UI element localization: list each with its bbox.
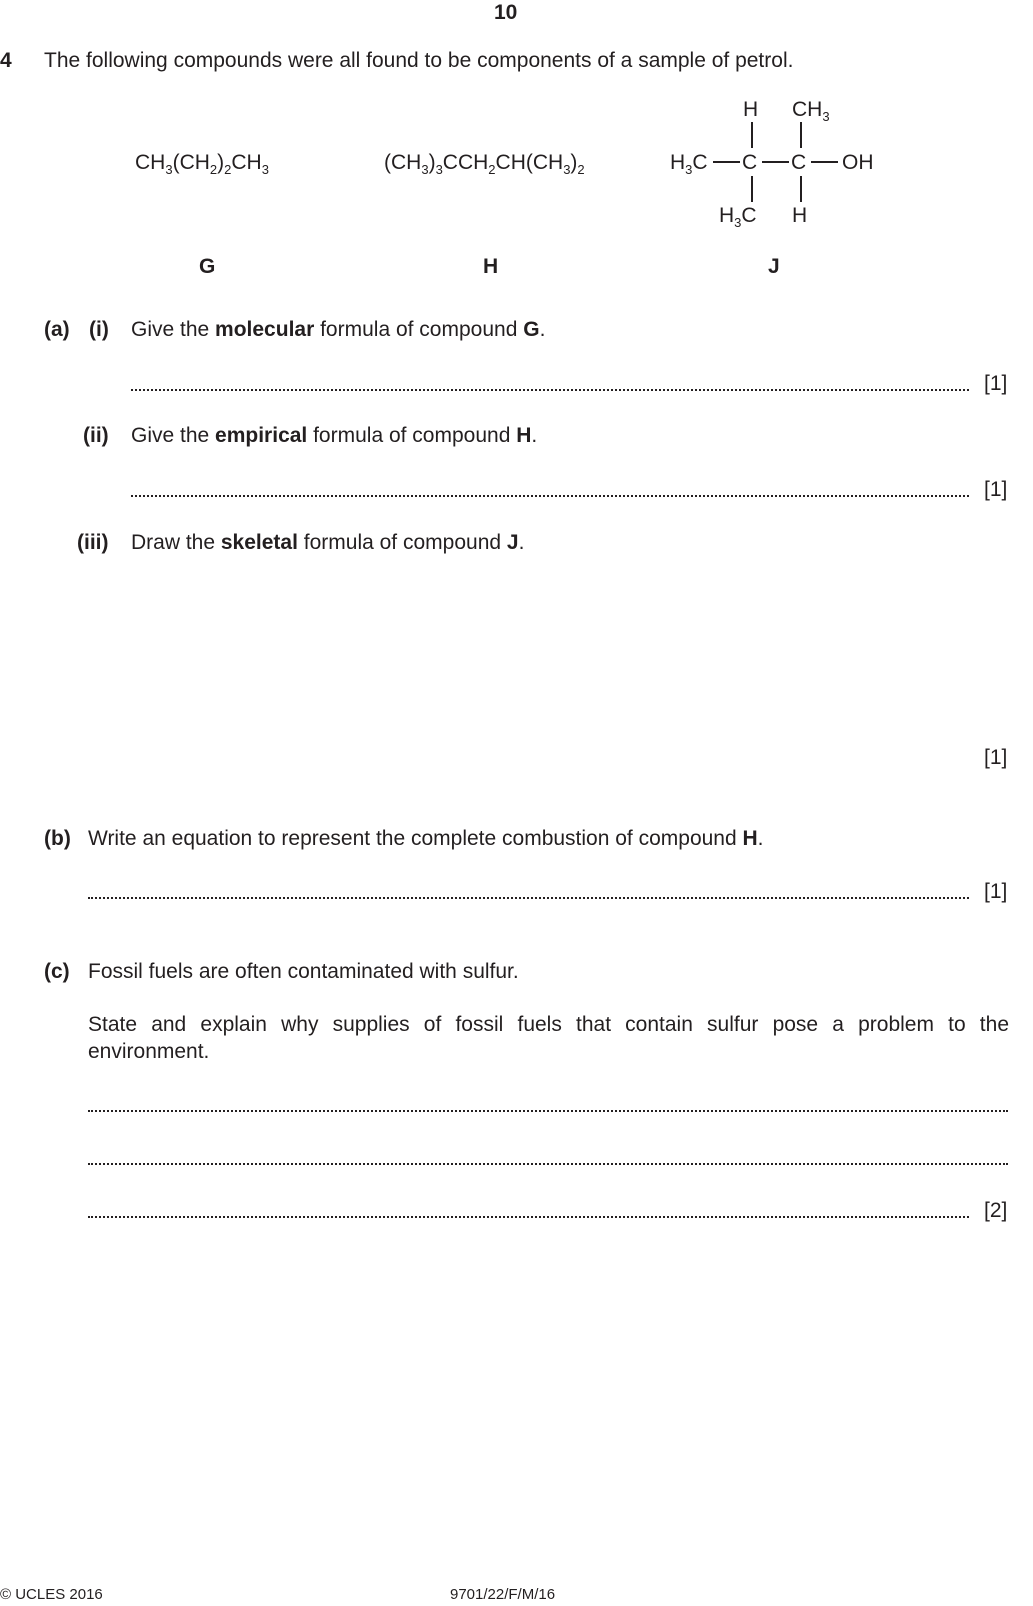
compound-j-label: J [768,255,780,278]
part-c-statement: Fossil fuels are often contaminated with sulfur. [88,960,519,983]
j-carbon-1: C [742,151,758,174]
answer-line-b[interactable] [88,897,969,899]
answer-line-a-i[interactable] [131,389,969,391]
mark-a-i: [1] [984,372,1008,395]
part-a-i-label: (i) [89,318,109,341]
part-a-iii-label: (iii) [77,531,109,554]
answer-line-c-2[interactable] [88,1163,1008,1165]
part-a-iii-question: Draw the skeletal formula of compound J. [131,531,525,554]
mark-a-ii: [1] [984,478,1008,501]
compound-h-label: H [483,255,499,278]
mark-b: [1] [984,880,1008,903]
answer-line-c-3[interactable] [88,1216,969,1218]
footer-copyright: © UCLES 2016 [0,1586,103,1603]
part-c-instruction-line2: environment. [88,1040,210,1063]
j-bottom-h3c: $H_3C$ [719,204,757,230]
answer-line-a-ii[interactable] [131,495,969,497]
part-c-label: (c) [44,960,70,983]
part-c-instruction-line1: State and explain why supplies of fossil fuels that contain sulfur pose a problem to the [88,1013,1009,1036]
answer-line-c-1[interactable] [88,1110,1008,1112]
drawing-area-a-iii[interactable] [131,565,971,735]
j-oh: OH [842,151,874,174]
j-top-h: H [743,98,759,121]
part-a-ii-label: (ii) [83,424,109,447]
part-b-label: (b) [44,827,71,850]
question-number: 4 [0,49,12,72]
question-intro: The following compounds were all found to be components of a sample of petrol. [44,49,794,72]
j-bottom-h: H [792,204,808,227]
j-left-h3c: $H_3C$ [670,151,708,177]
compound-g-formula: $CH_3(CH_2)_2CH_3$ [135,151,269,177]
mark-a-iii: [1] [984,746,1008,769]
page-number: 10 [494,1,518,24]
part-a-label: (a) [44,318,70,341]
compound-h-formula: $(CH_3)_3CCH_2CH(CH_3)_2$ [384,151,585,177]
mark-c: [2] [984,1199,1008,1222]
j-carbon-2: C [791,151,807,174]
part-a-ii-question: Give the empirical formula of compound H. [131,424,538,447]
part-b-question: Write an equation to represent the complete combustion of compound H. [88,827,764,850]
footer-code: 9701/22/F/M/16 [450,1586,556,1603]
part-a-i-question: Give the molecular formula of compound G. [131,318,546,341]
j-top-ch3: $CH_3$ [792,98,830,124]
compound-g-label: G [199,255,216,278]
j-bonds [0,0,1033,300]
